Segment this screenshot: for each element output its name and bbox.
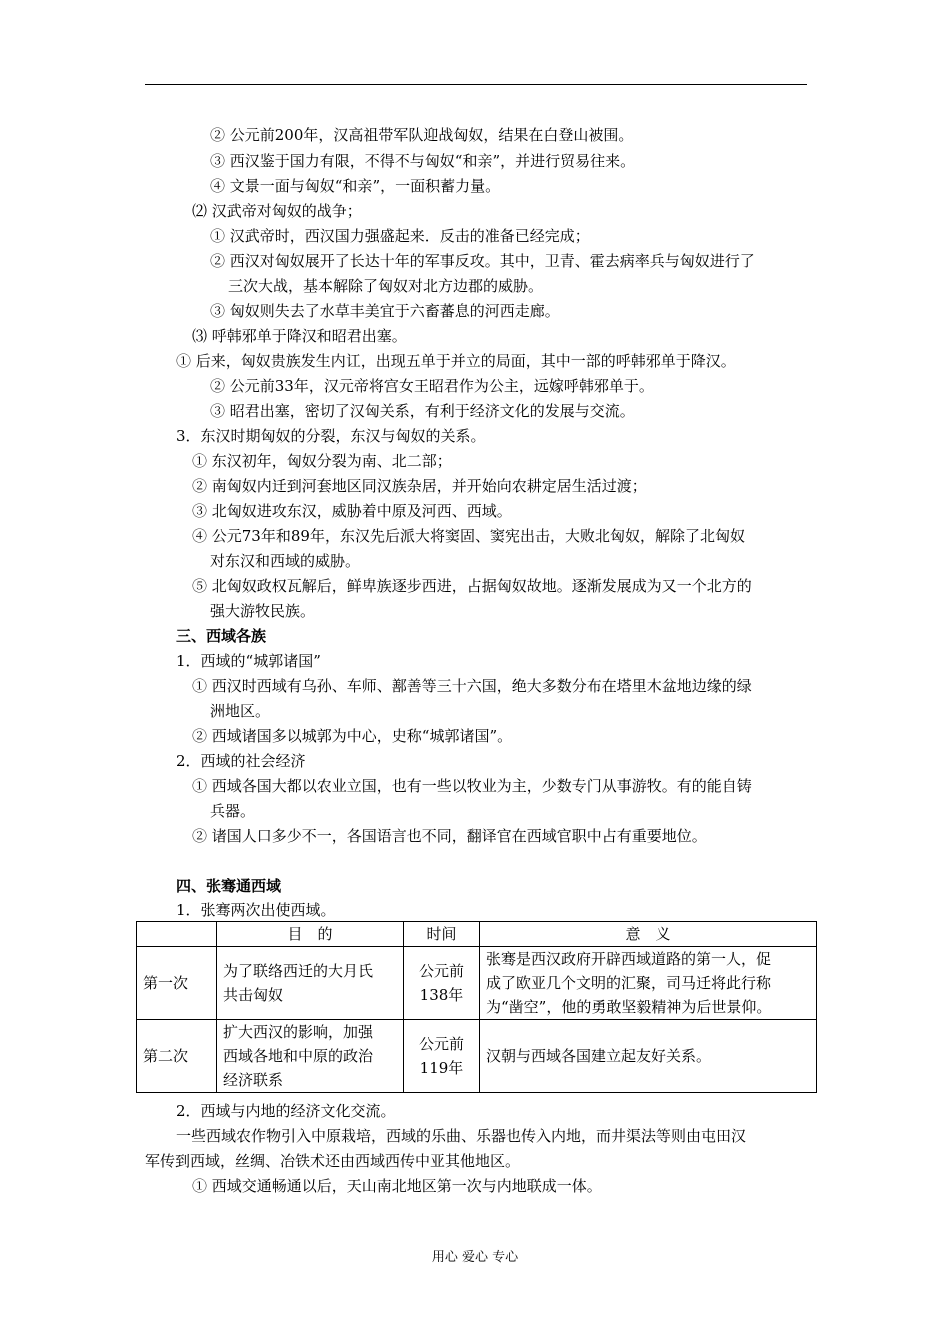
cell-line: 为“凿空”，他的勇敢坚毅精神为后世景仰。 <box>486 998 772 1016</box>
text-line: ② 南匈奴内迁到河套地区同汉族杂居，并开始向农耕定居生活过渡； <box>192 477 647 495</box>
text-line: 洲地区。 <box>210 702 271 720</box>
text-line: ① 后来，匈奴贵族发生内讧，出现五单于并立的局面，其中一部的呼韩邪单于降汉。 <box>176 352 736 370</box>
text-line: ③ 匈奴则失去了水草丰美宜于六畜蕃息的河西走廊。 <box>210 302 560 320</box>
cell-line: 张骞是西汉政府开辟西域道路的第一人，促 <box>486 950 772 968</box>
cell-line: 公元前 <box>418 962 464 980</box>
meaning-cell <box>480 1020 817 1093</box>
text-line: ④ 公元73年和89年，东汉先后派大将窦固、窦宪出击，大败北匈奴，解除了北匈奴 <box>192 527 745 545</box>
cell-line: 经济联系 <box>223 1071 284 1089</box>
text-line: 强大游牧民族。 <box>210 602 316 620</box>
text-line: ① 西汉时西域有乌孙、车师、鄯善等三十六国，绝大多数分布在塔里木盆地边缘的绿 <box>192 677 752 695</box>
text-line: ③ 西汉鉴于国力有限，不得不与匈奴“和亲”，并进行贸易往来。 <box>210 152 636 170</box>
table-header: 时间 <box>404 922 480 947</box>
text-line: ① 汉武帝时，西汉国力强盛起来．反击的准备已经完成； <box>210 227 590 245</box>
text-line: ① 东汉初年，匈奴分裂为南、北二部； <box>192 452 452 470</box>
text-line: 2．西域的社会经济 <box>176 752 306 770</box>
mission-table <box>136 921 817 1093</box>
page-footer: 用心 爱心 专心 <box>431 1250 519 1265</box>
text-line: 1．西域的“城郭诸国” <box>176 652 321 670</box>
text-line: ① 西域各国大都以农业立国，也有一些以牧业为主，少数专门从事游牧。有的能自铸 <box>192 777 752 795</box>
text-line: ② 公元前33年，汉元帝将宫女王昭君作为公主，远嫁呼韩邪单于。 <box>210 377 654 395</box>
cell-line: 为了联络西迁的大月氏 <box>223 962 374 980</box>
text-line: 兵器。 <box>210 802 256 820</box>
text-line: ⑶ 呼韩邪单于降汉和昭君出塞。 <box>192 327 407 345</box>
purpose-cell <box>217 947 404 1020</box>
cell-line: 扩大西汉的影响，加强 <box>223 1023 374 1041</box>
text-line: ② 西汉对匈奴展开了长达十年的军事反攻。其中，卫青、霍去病率兵与匈奴进行了 <box>210 252 755 270</box>
row-label: 第一次 <box>137 947 217 1020</box>
meaning-cell <box>480 947 817 1020</box>
row-label: 第二次 <box>137 1020 217 1093</box>
table-row <box>137 1020 817 1093</box>
cell-line: 公元前 <box>418 1035 464 1053</box>
text-line: 3．东汉时期匈奴的分裂，东汉与匈奴的关系。 <box>176 427 486 445</box>
section-heading: 三、西域各族 <box>176 627 267 645</box>
text-line: ③ 北匈奴进攻东汉，威胁着中原及河西、西域。 <box>192 502 512 520</box>
table-header <box>137 922 217 947</box>
cell-line: 119年 <box>419 1059 464 1077</box>
text-line: ② 诸国人口多少不一，各国语言也不同，翻译官在西域官职中占有重要地位。 <box>192 827 707 845</box>
cell-line: 成了欧亚几个文明的汇聚，司马迁将此行称 <box>486 974 772 992</box>
text-line: 军传到西域，丝绸、冶铁术还由西域西传中亚其他地区。 <box>145 1152 521 1170</box>
text-line: ④ 文景一面与匈奴“和亲”，一面积蓄力量。 <box>210 177 501 195</box>
text-line: 对东汉和西域的威胁。 <box>210 552 361 570</box>
text-line: ⑤ 北匈奴政权瓦解后，鲜卑族逐步西进，占据匈奴故地。逐渐发展成为又一个北方的 <box>192 577 752 595</box>
text-line: ⑵ 汉武帝对匈奴的战争； <box>192 202 362 220</box>
cell-line: 共击匈奴 <box>223 986 284 1004</box>
time-cell <box>404 1020 480 1093</box>
time-cell <box>404 947 480 1020</box>
table-header: 意 义 <box>480 922 817 947</box>
text-line: ③ 昭君出塞，密切了汉匈关系，有利于经济文化的发展与交流。 <box>210 402 635 420</box>
section-heading: 四、张骞通西域 <box>176 877 282 895</box>
text-line: 2．西域与内地的经济文化交流。 <box>176 1102 396 1120</box>
text-line: 一些西域农作物引入中原栽培，西域的乐曲、乐器也传入内地，而井渠法等则由屯田汉 <box>176 1127 747 1145</box>
table-row <box>137 947 817 1020</box>
purpose-cell <box>217 1020 404 1093</box>
table-header-row <box>137 922 817 947</box>
header-rule <box>145 84 807 85</box>
text-line: ① 西域交通畅通以后，天山南北地区第一次与内地联成一体。 <box>192 1177 602 1195</box>
cell-line: 汉朝与西域各国建立起友好关系。 <box>486 1047 712 1065</box>
text-line: 三次大战，基本解除了匈奴对北方边郡的威胁。 <box>228 277 544 295</box>
text-line: 1．张骞两次出使西域。 <box>176 901 336 919</box>
table-header: 目 的 <box>217 922 404 947</box>
text-line: ② 西域诸国多以城郭为中心，史称“城郭诸国”。 <box>192 727 513 745</box>
cell-line: 西域各地和中原的政治 <box>223 1047 374 1065</box>
text-line: ② 公元前200年，汉高祖带军队迎战匈奴，结果在白登山被围。 <box>210 126 634 144</box>
cell-line: 138年 <box>419 986 464 1004</box>
